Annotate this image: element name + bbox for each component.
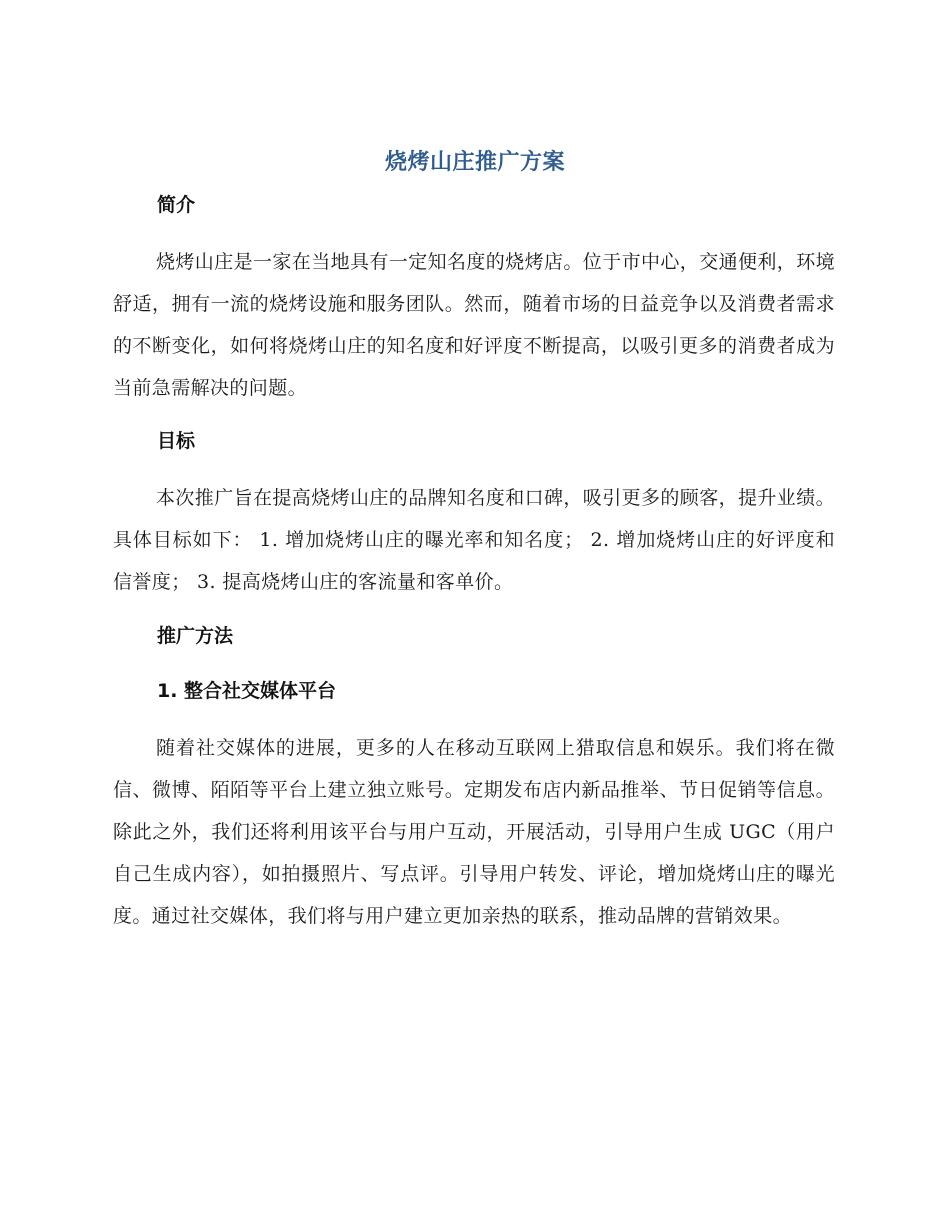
section-paragraph-goals: 本次推广旨在提高烧烤山庄的品牌知名度和口碑，吸引更多的顾客，提升业绩。具体目标如下： 1. 增加烧烤山庄的曝光率和知名度； 2. 增加烧烤山庄的好评度和信誉度； 3. 提高烧烤山庄的客流量和客单价。: [113, 487, 836, 593]
section-heading-goals: 目标: [157, 430, 196, 452]
section-heading-methods: 推广方法: [157, 625, 234, 647]
section-paragraph-intro: 烧烤山庄是一家在当地具有一定知名度的烧烤店。位于市中心，交通便利，环境舒适，拥有一流的烧烤设施和服务团队。然而，随着市场的日益竞争以及消费者需求的不断变化，如何将烧烤山庄的知名度和好评度不断提高，以吸引更多的消费者成为当前急需解决的问题。: [113, 251, 836, 399]
section-paragraph-social-media: 随着社交媒体的进展，更多的人在移动互联网上猎取信息和娱乐。我们将在微信、微博、陌陌等平台上建立独立账号。定期发布店内新品推举、节日促销等信息。除此之外，我们还将利用该平台与用户互动，开展活动，引导用户生成 UGC（用户自己生成内容），如拍摄照片、写点评。引导用户转发、评论，增加烧烤山庄的曝光度。通过社交媒体，我们将与用户建立更加亲热的联系，推动品牌的营销效果。: [113, 737, 835, 927]
document-title: 烧烤山庄推广方案: [384, 150, 565, 175]
section-heading-intro: 简介: [157, 194, 196, 216]
section-heading-social-media: 1. 整合社交媒体平台: [157, 680, 337, 702]
